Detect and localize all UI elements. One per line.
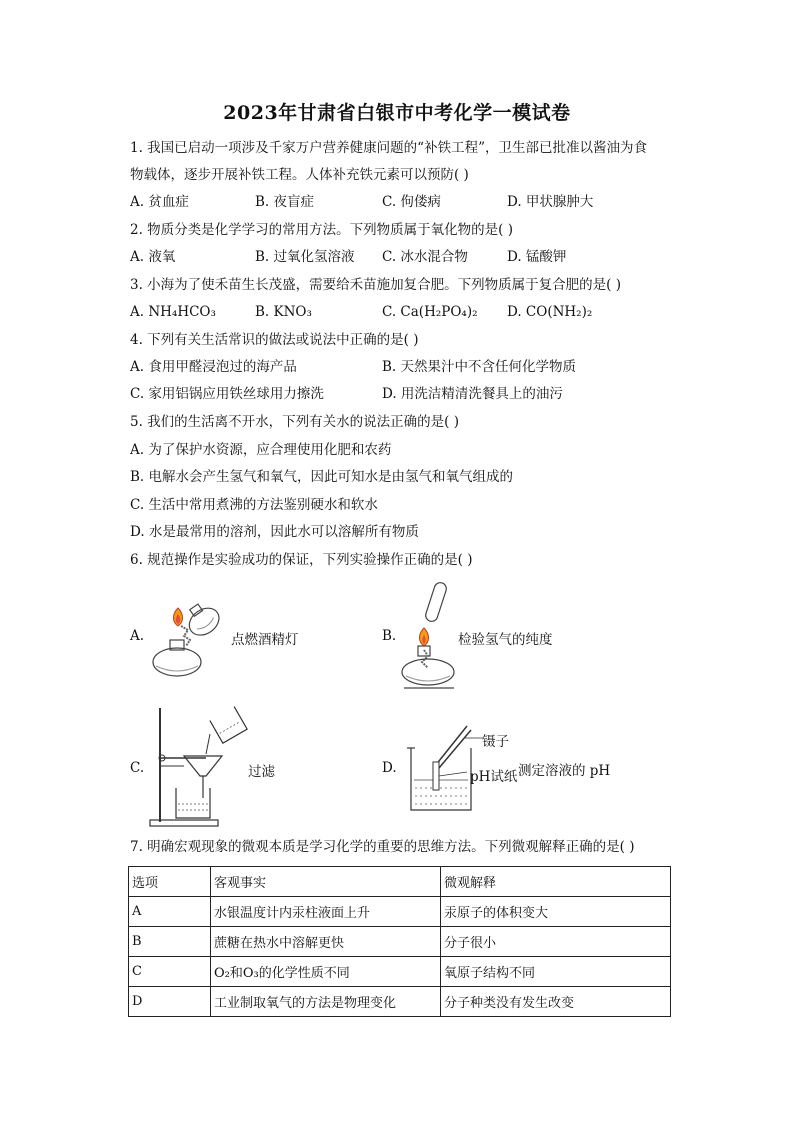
table-cell: 蔗糖在热水中溶解更快 [211,927,441,957]
q1-option-a: A. 贫血症 [130,194,189,210]
q6-option-b-letter: B. [382,628,397,644]
table-row [129,897,671,927]
q2-option-b: B. 过氧化氢溶液 [255,249,355,265]
q2-stem: 2. 物质分类是化学学习的常用方法。下列物质属于氧化物的是( ) [130,222,513,238]
q5-option-a: A. 为了保护水资源，应合理使用化肥和农药 [130,442,392,458]
table-cell: 氧原子结构不同 [441,957,671,987]
q6-option-b-caption: 检验氢气的纯度 [458,632,553,648]
table-header-cell: 微观解释 [441,867,671,897]
table-row [129,987,671,1017]
q1-stem-line2: 物载体，逐步开展补铁工程。人体补充铁元素可以预防( ) [130,167,469,183]
table-cell: 工业制取氧气的方法是物理变化 [211,987,441,1017]
lighting-alcohol-lamp-figure [148,590,230,686]
q4-option-a: A. 食用甲醛浸泡过的海产品 [130,359,297,375]
filtration-figure [148,704,248,828]
q1-option-b: B. 夜盲症 [255,194,315,210]
q2-option-d: D. 锰酸钾 [507,249,567,265]
table-cell: B [129,927,211,957]
q1-option-d: D. 甲状腺肿大 [507,194,594,210]
q5-option-c: C. 生活中常用煮沸的方法鉴别硬水和软水 [130,497,378,513]
q3-option-b: B. KNO₃ [255,304,312,320]
table-cell: A [129,897,211,927]
table-row [129,927,671,957]
q6-stem: 6. 规范操作是实验成功的保证，下列实验操作正确的是( ) [130,552,473,568]
table-header-row [129,867,671,897]
q6-option-c-caption: 过滤 [248,764,275,780]
test-hydrogen-purity-figure [398,580,460,692]
table-cell: D [129,987,211,1017]
q5-stem: 5. 我们的生活离不开水，下列有关水的说法正确的是( ) [130,414,459,430]
q3-stem: 3. 小海为了使禾苗生长茂盛，需要给禾苗施加复合肥。下列物质属于复合肥的是( ) [130,277,621,293]
q3-option-c: C. Ca(H₂PO₄)₂ [382,304,478,320]
q3-option-a: A. NH₄HCO₃ [130,304,216,320]
page-title: 2023年甘肃省白银市中考化学一模试卷 [223,102,571,124]
q6-option-a-letter: A. [130,628,145,644]
q2-option-a: A. 液氧 [130,249,176,265]
q1-stem-line1: 1. 我国已启动一项涉及千家万户营养健康问题的“补铁工程”，卫生部已批准以酱油为食 [130,140,647,156]
q4-stem: 4. 下列有关生活常识的做法或说法中正确的是( ) [130,332,419,348]
table-cell: C [129,957,211,987]
q6-option-c-letter: C. [130,760,145,776]
table-header-cell: 客观事实 [211,867,441,897]
table-cell: 分子种类没有发生改变 [441,987,671,1017]
table-cell: 汞原子的体积变大 [441,897,671,927]
q6-option-a-caption: 点燃酒精灯 [231,632,299,648]
q1-option-c: C. 佝偻病 [382,194,441,210]
q7-stem: 7. 明确宏观现象的微观本质是学习化学的重要的思维方法。下列微观解释正确的是( ) [130,839,635,855]
q6-option-d-caption: 测定溶液的 pH [518,763,611,779]
q7-table [128,866,671,1017]
q4-option-d: D. 用洗洁精清洗餐具上的油污 [382,386,563,402]
q4-option-b: B. 天然果汁中不含任何化学物质 [382,359,577,375]
q6-option-d-letter: D. [382,760,397,776]
q6-option-d-tweezer-label: 镊子 [482,734,509,750]
table-cell: 分子很小 [441,927,671,957]
q6-option-d-paper-label: pH试纸 [470,769,518,785]
q3-option-d: D. CO(NH₂)₂ [507,304,593,320]
q5-option-d: D. 水是最常用的溶剂，因此水可以溶解所有物质 [130,524,419,540]
table-cell: 水银温度计内汞柱液面上升 [211,897,441,927]
table-row [129,957,671,987]
table-header-cell: 选项 [129,867,211,897]
q4-option-c: C. 家用铝锅应用铁丝球用力擦洗 [130,386,324,402]
q5-option-b: B. 电解水会产生氢气和氧气，因此可知水是由氢气和氧气组成的 [130,469,514,485]
table-cell: O₂和O₃的化学性质不同 [211,957,441,987]
q2-option-c: C. 冰水混合物 [382,249,468,265]
